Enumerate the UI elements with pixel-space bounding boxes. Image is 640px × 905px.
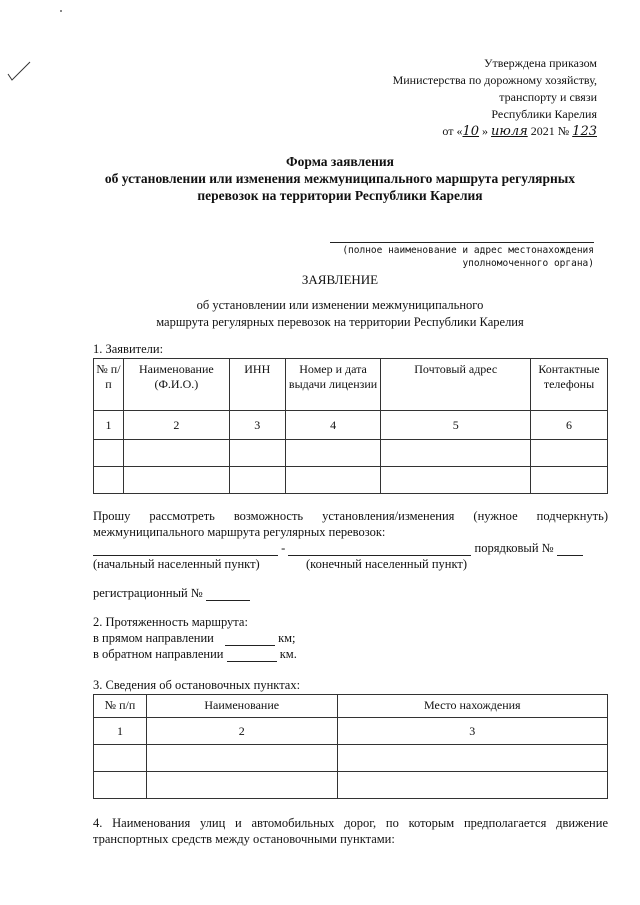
backward-length-line: в обратном направлении км.	[93, 647, 297, 661]
table-number-row: 1 2 3 4 5 6	[94, 411, 608, 440]
request-text: Прошу рассмотреть возможность установления/изменения (нужное подчеркнуть) межмуниципального маршрута регулярных перевозок:	[93, 509, 608, 539]
table-row[interactable]	[94, 745, 608, 772]
table-row[interactable]	[94, 467, 608, 494]
doc-heading: ЗАЯВЛЕНИЕ	[301, 272, 379, 287]
end-caption: (конечный населенный пункт)	[306, 557, 467, 571]
start-caption: (начальный населенный пункт)	[93, 557, 260, 571]
table-row[interactable]	[94, 440, 608, 467]
forward-length-line: в прямом направлении км;	[93, 631, 296, 645]
reg-number-line: регистрационный №	[93, 585, 250, 601]
section-1-title: 1. Заявители:	[93, 342, 164, 356]
org-name-field[interactable]	[330, 242, 594, 243]
scan-mark	[60, 10, 62, 12]
approval-line-4: Республики Карелия	[491, 107, 597, 121]
order-number: 123	[572, 124, 597, 139]
applicants-table	[93, 358, 608, 494]
col-header: Место нахождения	[337, 695, 607, 718]
section-2-title: 2. Протяженность маршрута:	[93, 615, 248, 629]
table-row[interactable]	[94, 772, 608, 799]
doc-subheading: об установлении или изменении межмуниципального маршрута регулярных перевозок на территории Республики Карелия	[156, 298, 524, 329]
route-endpoints-line: - порядковый №	[93, 540, 608, 556]
col-header: Почтовый адрес	[381, 359, 531, 411]
form-title: Форма заявления об установлении или изменения межмуниципального маршрута регулярных перевозок на территории Республики Карелия	[104, 154, 576, 203]
org-caption: (полное наименование и адрес местонахождения уполномоченного органа)	[342, 245, 594, 269]
col-header: Наименование (Ф.И.О.)	[123, 359, 229, 411]
col-header: Контактные телефоны	[531, 359, 608, 411]
order-month: июля	[491, 124, 528, 139]
stops-table	[93, 694, 608, 799]
col-header: № п/п	[94, 359, 124, 411]
section-3-title: 3. Сведения об остановочных пунктах:	[93, 678, 301, 692]
table-header-row	[94, 695, 608, 718]
col-header: Наименование	[146, 695, 337, 718]
order-day: 10	[462, 124, 480, 139]
col-header: ИНН	[229, 359, 285, 411]
approval-block	[393, 55, 597, 140]
approval-line-3: транспорту и связи	[499, 90, 597, 104]
col-header: № п/п	[94, 695, 147, 718]
table-number-row: 1 2 3	[94, 718, 608, 745]
serial-number-field[interactable]	[557, 555, 583, 556]
check-mark-icon	[6, 58, 36, 88]
approval-date-line: от «10 » июля 2021 № 123	[442, 124, 597, 139]
approval-line-1: Утверждена приказом	[484, 56, 597, 70]
backward-length-field[interactable]	[227, 661, 277, 662]
approval-line-2: Министерства по дорожному хозяйству,	[392, 73, 597, 87]
section-4-text: 4. Наименования улиц и автомобильных дорог, по которым предполагается движение транспортных средств между остановочными пунктами:	[93, 816, 608, 846]
table-header-row	[94, 359, 608, 411]
reg-number-field[interactable]	[206, 600, 250, 601]
col-header: Номер и дата выдачи лицензии	[285, 359, 381, 411]
